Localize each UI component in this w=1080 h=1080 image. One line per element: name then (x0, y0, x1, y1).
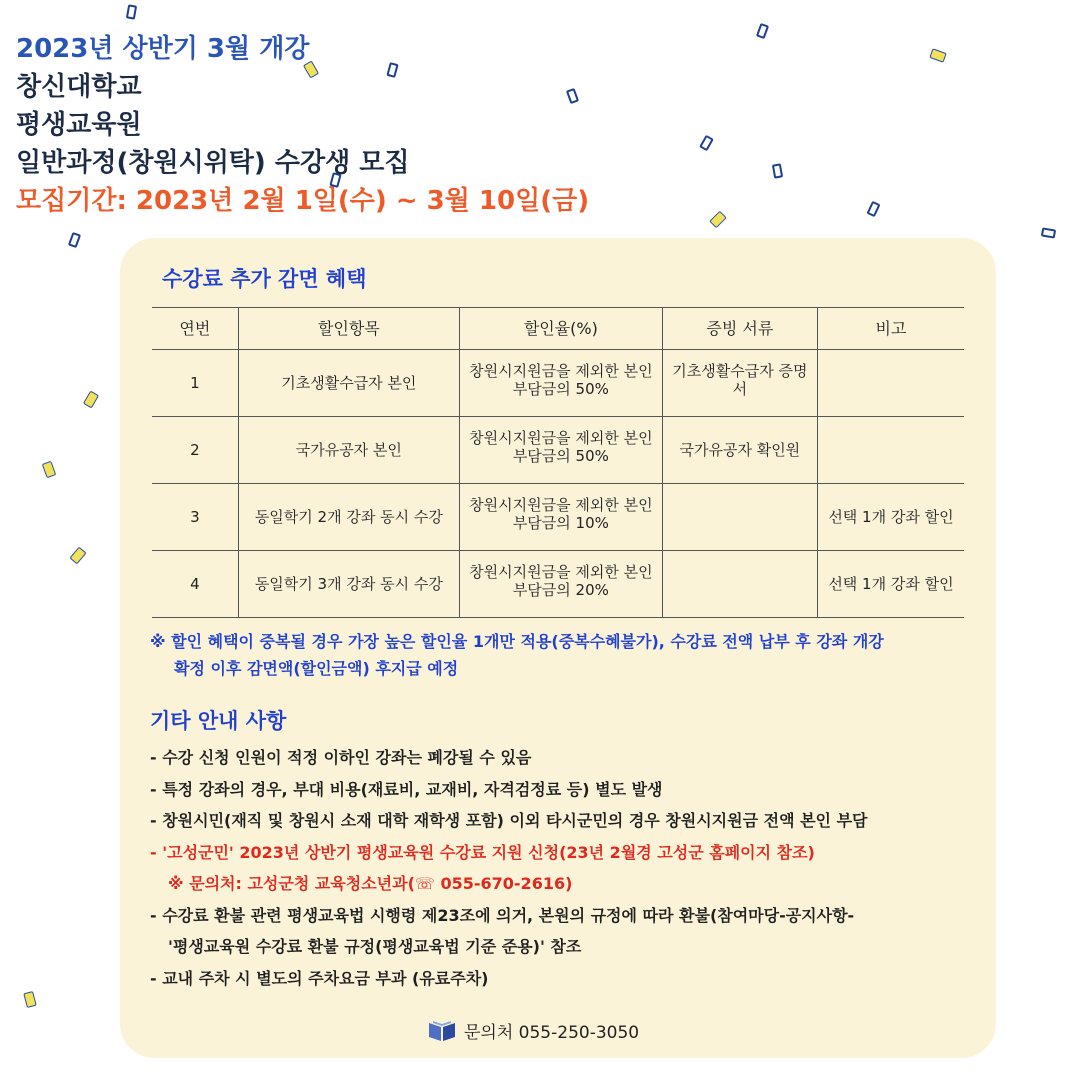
note-line: 확정 이후 감면액(할인금액) 후지급 예정 (174, 659, 459, 678)
remark (817, 417, 964, 484)
discount-item: 국가유공자 본인 (238, 417, 459, 484)
recruit-period: 모집기간: 2023년 2월 1일(수) ~ 3월 10일(금) (16, 186, 590, 216)
page-subtitle: 2023년 상반기 3월 개강 (16, 34, 310, 64)
row-number: 2 (190, 441, 200, 459)
contact-phone: 문의처 055-250-3050 (464, 1023, 640, 1043)
list-item: ※ 문의처: 고성군청 교육청소년과(☏ 055-670-2616) (168, 874, 573, 893)
book-icon (428, 1020, 456, 1042)
discount-item: 동일학기 2개 강좌 동시 수강 (238, 484, 459, 551)
info-card (120, 238, 996, 1058)
discount-item: 동일학기 3개 강좌 동시 수강 (238, 551, 459, 618)
column-header: 증빙 서류 (662, 308, 817, 350)
list-item: '평생교육원 수강료 환불 규정(평생교육법 기준 준용)' 참조 (168, 937, 582, 956)
discount-rate: 창원시지원금을 제외한 본인 부담금의 10% (459, 484, 662, 551)
column-header: 할인항목 (238, 308, 459, 350)
institute-name: 평생교육원 (16, 110, 142, 140)
remark (817, 350, 964, 417)
required-document: 국가유공자 확인원 (662, 417, 817, 484)
remark: 선택 1개 강좌 할인 (817, 484, 964, 551)
row-number: 1 (190, 374, 200, 392)
discount-rate: 창원시지원금을 제외한 본인 부담금의 20% (459, 551, 662, 618)
header (16, 30, 589, 220)
list-item: - 교내 주차 시 별도의 주차요금 부과 (유료주차) (150, 968, 489, 988)
required-document (662, 484, 817, 551)
discount-item: 기초생활수급자 본인 (238, 350, 459, 417)
contact-info (428, 1018, 639, 1043)
row-number: 4 (190, 575, 200, 593)
column-header: 비고 (817, 308, 964, 350)
university-name: 창신대학교 (16, 72, 142, 102)
column-header: 연번 (179, 318, 211, 338)
table-header-row (152, 308, 964, 350)
list-item: - 특정 강좌의 경우, 부대 비용(재료비, 교재비, 자격검정료 등) 별도 발생 (150, 779, 663, 799)
info-section-title: 기타 안내 사항 (150, 709, 287, 733)
remark: 선택 1개 강좌 할인 (817, 551, 964, 618)
list-item: - 수강 신청 인원이 적정 이하인 강좌는 폐강될 수 있음 (150, 748, 532, 767)
discount-rate: 창원시지원금을 제외한 본인 부담금의 50% (459, 417, 662, 484)
column-header: 할인율(%) (459, 308, 662, 350)
info-list (150, 742, 868, 994)
discount-section-title: 수강료 추가 감면 혜택 (162, 267, 367, 291)
list-item: - '고성군민' 2023년 상반기 평생교육원 수강료 지원 신청(23년 2월경 고성군 홈페이지 참조) (150, 842, 815, 862)
discount-table (152, 307, 964, 618)
page-title: 일반과정(창원시위탁) 수강생 모집 (16, 148, 410, 178)
note-line: ※ 할인 혜택이 중복될 경우 가장 높은 할인율 1개만 적용(중복수혜불가), 수강료 전액 납부 후 강좌 개강 (150, 632, 884, 651)
discount-note (150, 628, 884, 682)
table-row (152, 551, 964, 618)
list-item: - 수강료 환불 관련 평생교육법 시행령 제23조에 의거, 본원의 규정에 따라 환불(참여마당-공지사항- (150, 905, 855, 925)
table-row (152, 350, 964, 417)
discount-rate: 창원시지원금을 제외한 본인 부담금의 50% (459, 350, 662, 417)
table-row (152, 484, 964, 551)
table-row (152, 417, 964, 484)
list-item: - 창원시민(재직 및 창원시 소재 대학 재학생 포함) 이외 타시군민의 경우 창원시지원금 전액 본인 부담 (150, 811, 868, 830)
row-number: 3 (190, 508, 200, 526)
required-document: 기초생활수급자 증명서 (662, 350, 817, 417)
required-document (662, 551, 817, 618)
